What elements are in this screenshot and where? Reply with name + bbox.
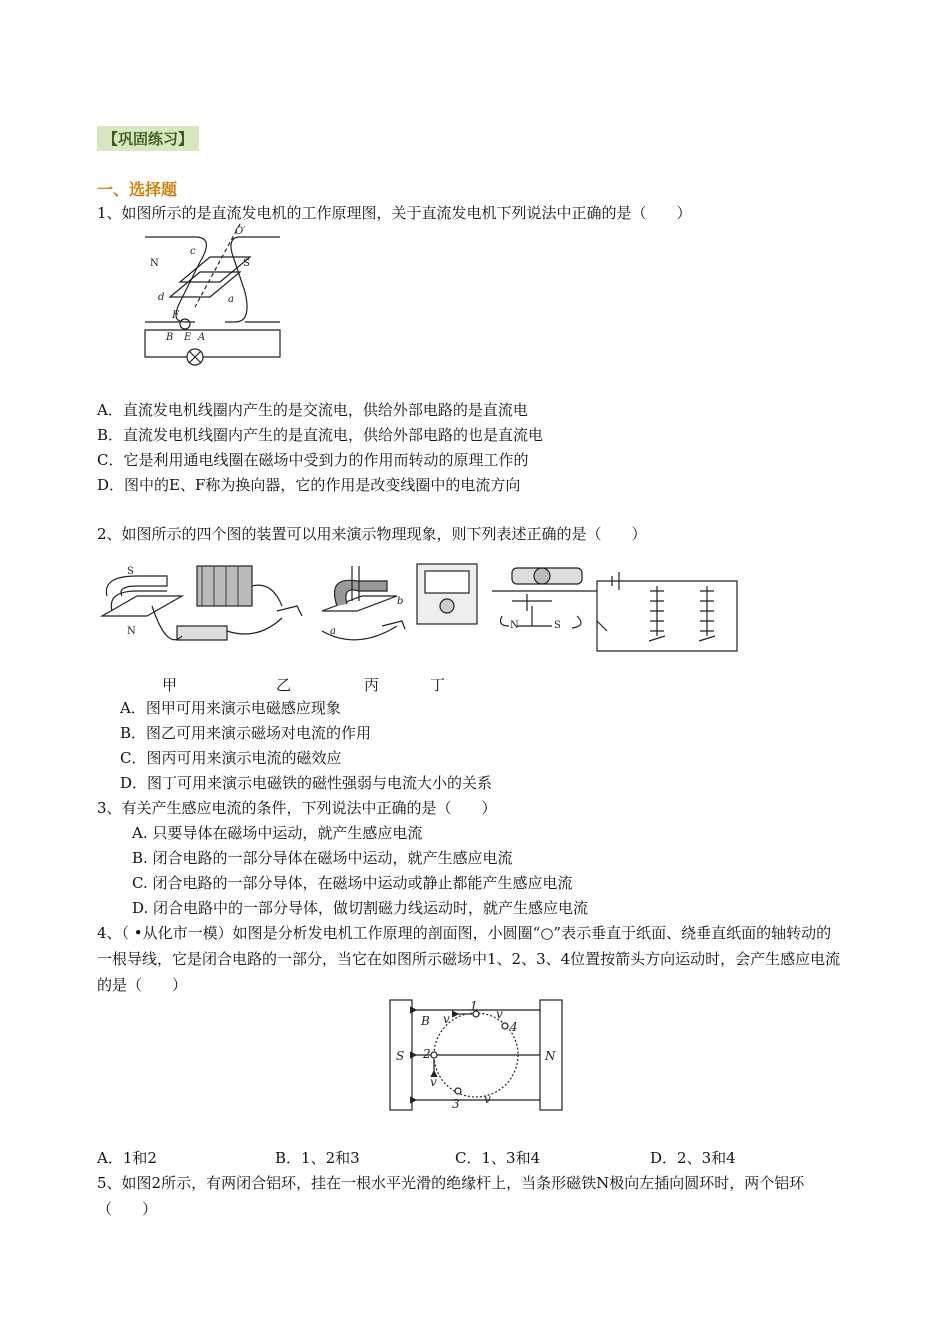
q1-label-o: O′ — [235, 226, 246, 237]
q2-label-n2: N — [510, 620, 519, 631]
q3-option-d: D. 闭合电路中的一部分导体，做切割磁力线运动时，就产生感应电流 — [132, 899, 589, 917]
q2-apparatus-figure — [97, 556, 747, 661]
q4-label-4: 4 — [510, 1020, 518, 1034]
q3-option-b: B. 闭合电路的一部分导体在磁场中运动，就产生感应电流 — [132, 849, 513, 867]
q2-caption-bing: 丙 — [364, 676, 380, 694]
q2-label-s1: S — [127, 566, 134, 577]
q2-label-s2: S — [554, 620, 561, 631]
q1-label-aa: A — [198, 332, 206, 343]
q4-label-2: 2 — [423, 1047, 431, 1061]
q2-option-a: A．图甲可用来演示电磁感应现象 — [120, 699, 341, 717]
q2-label-b: b — [397, 596, 404, 607]
q1-label-d: d — [158, 292, 165, 303]
q1-option-b: B．直流发电机线圈内产生的是直流电，供给外部电路的也是直流电 — [97, 426, 544, 444]
q3-option-c: C. 闭合电路的一部分导体，在磁场中运动或静止都能产生感应电流 — [132, 874, 573, 892]
q2-option-d: D．图丁可用来演示电磁铁的磁性强弱与电流大小的关系 — [120, 774, 493, 792]
q2-caption-yi: 乙 — [276, 676, 292, 694]
q1-label-c: c — [190, 246, 196, 257]
q1-option-a: A．直流发电机线圈内产生的是交流电，供给外部电路的是直流电 — [97, 401, 528, 419]
q4-label-n: N — [545, 1049, 556, 1063]
q1-label-b: B — [166, 332, 174, 343]
q4-option-a: A．1和2 — [97, 1149, 157, 1167]
q4-label-v1: v — [443, 1012, 450, 1026]
q4-option-c: C．1、3和4 — [455, 1149, 541, 1167]
q4-label-1: 1 — [470, 999, 478, 1013]
q2-caption-ding: 丁 — [430, 676, 446, 694]
q1-option-c: C．它是利用通电线圈在磁场中受到力的作用而转动的原理工作的 — [97, 451, 529, 469]
q1-label-s: S — [243, 258, 250, 269]
q1-label-e: E — [184, 332, 192, 343]
q2-option-b: B．图乙可用来演示磁场对电流的作用 — [120, 724, 372, 742]
q1-generator-figure — [140, 222, 285, 367]
q1-label-n: N — [150, 258, 159, 269]
section-title: 一、选择题 — [97, 180, 178, 199]
q4-option-d: D．2、3和4 — [650, 1149, 736, 1167]
q4-label-3: 3 — [452, 1097, 460, 1111]
q4-label-b: B — [421, 1014, 430, 1028]
q2-label-n1: N — [127, 626, 136, 637]
q1-option-d: D．图中的E、F称为换向器，它的作用是改变线圈中的电流方向 — [97, 476, 521, 494]
q1-stem: 1、如图所示的是直流发电机的工作原理图，关于直流发电机下列说法中正确的是（ ） — [97, 204, 692, 222]
q5-stem: 5、如图2所示，有两闭合铝环，挂在一根水平光滑的绝缘杆上，当条形磁铁N极向左插向圆环时，两个铝环（ ） — [97, 1174, 805, 1218]
q1-label-a: a — [228, 294, 234, 305]
q4-label-v3: v — [430, 1075, 437, 1089]
q4-label-v2: v — [496, 1007, 503, 1021]
q3-stem: 3、有关产生感应电流的条件，下列说法中正确的是（ ） — [97, 799, 497, 817]
q2-caption-jia: 甲 — [162, 676, 178, 694]
q2-option-c: C．图丙可用来演示电流的磁效应 — [120, 749, 342, 767]
q2-stem: 2、如图所示的四个图的装置可以用来演示物理现象，则下列表述正确的是（ ） — [97, 525, 647, 543]
q4-cross-section-figure — [388, 998, 568, 1113]
practice-tag: 【巩固练习】 — [97, 126, 199, 151]
q1-label-f: F — [172, 310, 179, 321]
q4-stem: 4、（ •从化市一模）如图是分析发电机工作原理的剖面图，小圆圈“○”表示垂直于纸面、绕垂直纸面的轴转动的一根导线，它是闭合电路的一部分，当它在如图所示磁场中1、2、3、4位置按箭头方向运动时，会产生感应电流的是（ ） — [97, 924, 841, 994]
q4-label-v4: v — [484, 1092, 491, 1106]
q4-label-s: S — [396, 1049, 405, 1063]
q3-option-a: A. 只要导体在磁场中运动，就产生感应电流 — [132, 824, 423, 842]
q2-label-a: a — [330, 626, 336, 637]
q4-option-b: B．1、2和3 — [275, 1149, 360, 1167]
